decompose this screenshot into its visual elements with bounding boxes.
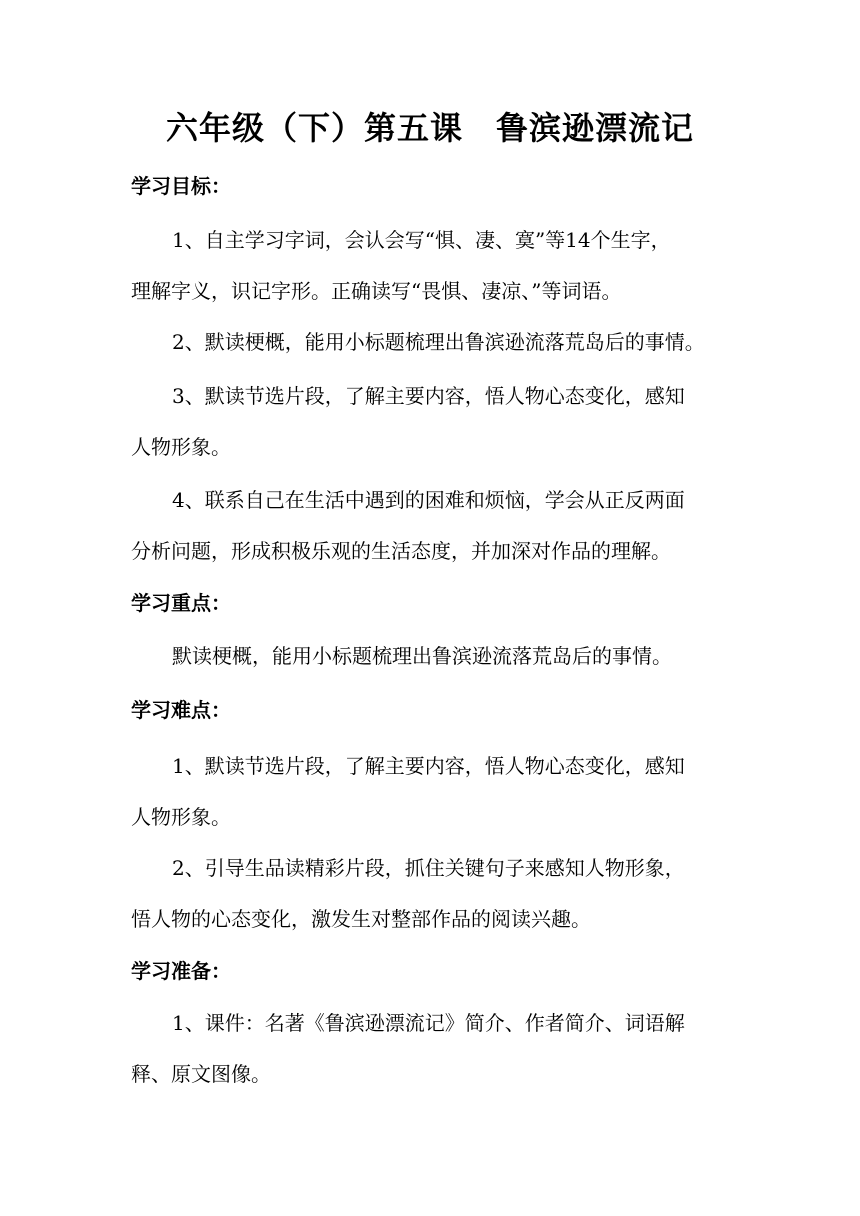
- objective-item-1-line-1: 1、自主学习字词，会认会写“惧、凄、寞”等14个生字，: [172, 228, 671, 252]
- preparation-heading: 学习准备：: [131, 959, 231, 983]
- objective-item-1: [131, 226, 731, 305]
- objective-item-3-line-2: 人物形象。: [131, 435, 231, 459]
- objective-item-3-line-1: 3、默读节选片段，了解主要内容，悟人物心态变化，感知: [172, 384, 685, 408]
- difficulty-item-1-line-2: 人物形象。: [131, 805, 231, 829]
- difficulty-item-2-line-2: 悟人物的心态变化，激发生对整部作品的阅读兴趣。: [131, 907, 591, 931]
- difficulty-item-2: [131, 854, 731, 933]
- objectives-heading: 学习目标：: [131, 174, 231, 198]
- objective-item-1-line-2: 理解字义，识记字形。正确读写“畏惧、凄凉、”等词语。: [131, 279, 622, 303]
- objective-item-2: [131, 328, 731, 356]
- difficulty-item-1-line-1: 1、默读节选片段，了解主要内容，悟人物心态变化，感知: [172, 754, 685, 778]
- preparation-item-1-line-2: 释、原文图像。: [131, 1062, 271, 1086]
- objective-item-2-line-1: 2、默读梗概，能用小标题梳理出鲁滨逊流落荒岛后的事情。: [172, 330, 705, 354]
- key-point-item-1-line-1: 默读梗概，能用小标题梳理出鲁滨逊流落荒岛后的事情。: [172, 644, 672, 668]
- objective-item-4-line-2: 分析问题，形成积极乐观的生活态度，并加深对作品的理解。: [131, 539, 671, 563]
- key-points-heading: 学习重点：: [131, 591, 231, 615]
- difficulties-heading: 学习难点：: [131, 698, 231, 722]
- preparation-item-1: [131, 1009, 731, 1088]
- objective-item-4-line-1: 4、联系自己在生活中遇到的困难和烦恼，学会从正反两面: [172, 488, 685, 512]
- objective-item-4: [131, 486, 731, 565]
- document-title: 六年级（下）第五课 鲁滨逊漂流记: [165, 109, 694, 147]
- preparation-item-1-line-1: 1、课件：名著《鲁滨逊漂流记》简介、作者简介、词语解: [172, 1011, 685, 1035]
- key-point-item-1: [131, 642, 731, 670]
- difficulty-item-1: [131, 752, 731, 831]
- objective-item-3: [131, 382, 731, 461]
- difficulty-item-2-line-1: 2、引导生品读精彩片段，抓住关键句子来感知人物形象，: [172, 856, 685, 880]
